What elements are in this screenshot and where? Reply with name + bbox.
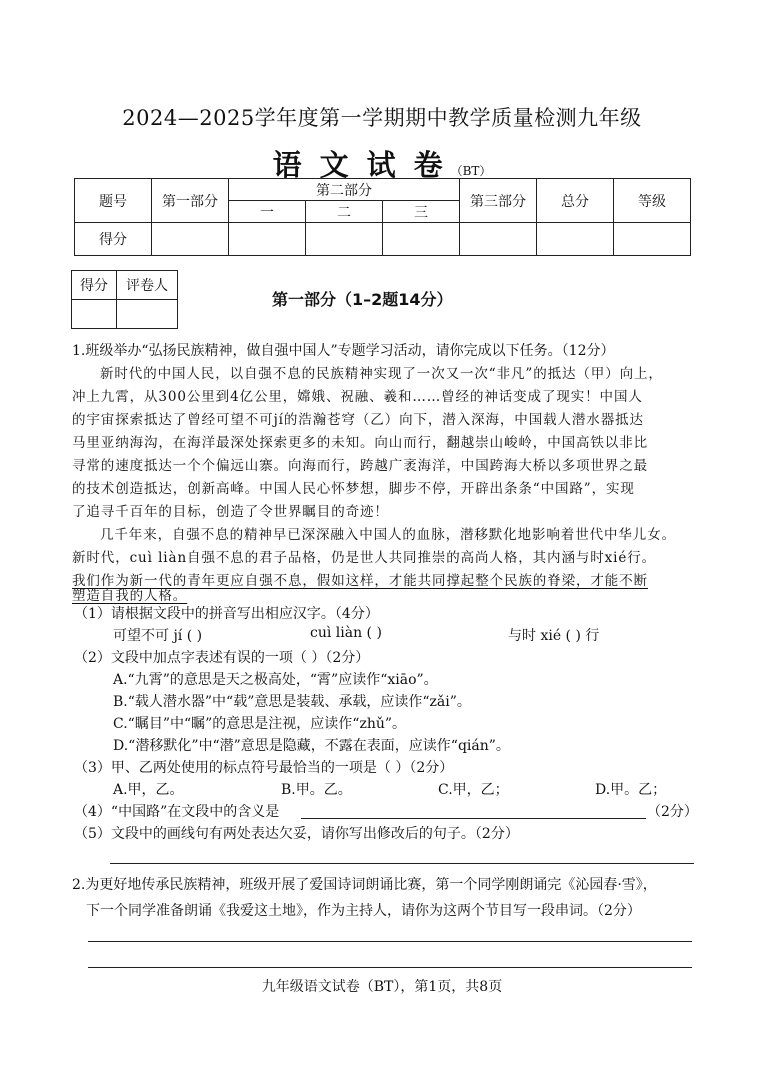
q1-sub4-points: （2分） xyxy=(647,804,698,820)
score-table xyxy=(74,178,691,256)
q1-sub1-stem: （1）请根据文段中的拼音写出相应汉字。（4分） xyxy=(74,606,379,622)
q2-answer-line[interactable] xyxy=(88,967,692,968)
q1-sub2-option-d[interactable]: D.“潜移默化”中“潜”意思是隐藏，不露在表面，应读作“qián”。 xyxy=(113,738,510,754)
passage-line: 的宇宙探索抵达了曾经可望不可jí的浩瀚苍穹（乙）向下，潜入深海，中国载人潜水器抵达 xyxy=(72,412,644,428)
underlined-sentence-line: 塑造自我的人格。 xyxy=(72,588,188,604)
q1-sub3-option-a[interactable]: A.甲，乙。 xyxy=(113,782,184,798)
passage-line: 了追寻千百年的目标，创造了令世界瞩目的奇迹！ xyxy=(72,504,389,520)
score-header-cell: 第一部分 xyxy=(152,179,229,223)
score-header-cell: 总分 xyxy=(537,179,614,223)
passage-line: 的技术创造抵达，创新高峰。中国人民心怀梦想，脚步不停，开辟出条条“中国路”，实现 xyxy=(72,481,635,497)
score-input-cell[interactable] xyxy=(614,223,691,256)
q1-sub2-option-a[interactable]: A.“九霄”的意思是天之极高处，“霄”应读作“xiāo”。 xyxy=(113,672,438,688)
exam-title: 2024—2025学年度第一学期期中教学质量检测九年级 xyxy=(122,106,642,130)
q1-sub4-answer-line[interactable] xyxy=(301,818,646,819)
q1-sub3-option-b[interactable]: B.甲。乙。 xyxy=(281,782,352,798)
passage-line: 寻常的速度抵达一个个偏远山寨。向海而行，跨越广袤海洋，中国跨海大桥以多项世界之最 xyxy=(72,458,648,474)
score-header-cell: 第三部分 xyxy=(460,179,537,223)
score-subheader-cell: 三 xyxy=(383,201,460,223)
score-row-label: 得分 xyxy=(75,223,152,256)
q1-sub1-blank-xie[interactable]: 与时 xié ( ) 行 xyxy=(508,628,600,644)
passage-line: 几千年来，自强不息的精神早已深深融入中国人的血脉，潜移默化地影响着世代中华儿女。 xyxy=(100,527,676,543)
passage-line: 新时代的中国人民，以自强不息的民族精神实现了一次又一次“非凡”的抵达（甲）向上， xyxy=(100,366,663,382)
q1-sub2-stem: （2）文段中加点字表述有误的一项（ ）（2分） xyxy=(74,650,370,666)
q1-sub2-option-b[interactable]: B.“载人潜水器”中“载”意思是装载、承载，应读作“zǎi”。 xyxy=(113,694,471,710)
passage-line: 新时代，cuì liàn自强不息的君子品格，仍是世人共同推崇的高尚人格，其内涵与时xié行。 xyxy=(72,550,657,566)
q1-sub3-option-d[interactable]: D.甲。乙； xyxy=(595,782,667,798)
q2-answer-line[interactable] xyxy=(88,941,692,942)
grader-name-cell[interactable] xyxy=(117,300,178,329)
q1-sub5-answer-line[interactable] xyxy=(110,863,694,864)
q2-stem-line-2: 下一个同学准备朗诵《我爱这土地》，作为主持人，请你为这两个节目写一段串词。（2分） xyxy=(86,903,641,919)
part-one-heading: 第一部分（1–2题14分） xyxy=(272,290,453,309)
score-input-cell[interactable] xyxy=(229,223,306,256)
q1-sub3-stem: （3）甲、乙两处使用的标点符号最恰当的一项是（ ）（2分） xyxy=(74,760,454,776)
q1-sub4-stem: （4）“中国路”在文段中的含义是 xyxy=(74,804,280,820)
score-header-cell: 题号 xyxy=(75,179,152,223)
score-input-cell[interactable] xyxy=(306,223,383,256)
score-input-cell[interactable] xyxy=(537,223,614,256)
page-footer: 九年级语文试卷（BT），第1页，共8页 xyxy=(261,979,503,995)
score-header-cell: 等级 xyxy=(614,179,691,223)
grader-score-label: 得分 xyxy=(72,271,117,300)
score-subheader-cell: 一 xyxy=(229,201,306,223)
grader-score-cell[interactable] xyxy=(72,300,117,329)
passage-line: 冲上九霄，从300公里到4亿公里，嫦娥、祝融、羲和……曾经的神话变成了现实！中国人 xyxy=(72,389,643,405)
passage-line: 马里亚纳海沟，在海洋最深处探索更多的未知。向山而行，翻越崇山峻岭，中国高铁以非比 xyxy=(72,435,648,451)
q2-stem-line-1: 2.为更好地传承民族精神，班级开展了爱国诗词朗诵比赛，第一个同学刚朗诵完《沁园春·雪》， xyxy=(72,877,657,893)
grader-name-label: 评卷人 xyxy=(117,271,178,300)
grader-table xyxy=(71,270,178,329)
score-input-cell[interactable] xyxy=(383,223,460,256)
score-header-cell: 第二部分 xyxy=(229,179,460,201)
score-input-cell[interactable] xyxy=(460,223,537,256)
q1-stem: 1.班级举办“弘扬民族精神，做自强中国人”专题学习活动，请你完成以下任务。（12分） xyxy=(72,343,615,359)
underlined-sentence-line: 我们作为新一代的青年更应自强不息，假如这样，才能共同撑起整个民族的脊梁，才能不断 xyxy=(72,573,648,589)
subtitle-tag: （BT） xyxy=(450,164,492,178)
score-subheader-cell: 二 xyxy=(306,201,383,223)
q1-sub3-option-c[interactable]: C.甲，乙； xyxy=(438,782,509,798)
q1-sub1-blank-cuilian[interactable]: cuì liàn ( ) xyxy=(310,625,382,641)
q1-sub5-stem: （5）文段中的画线句有两处表达欠妥，请你写出修改后的句子。（2分） xyxy=(74,826,519,842)
q1-sub1-blank-ji[interactable]: 可望不可 jí ( ) xyxy=(113,628,203,644)
score-input-cell[interactable] xyxy=(152,223,229,256)
q1-sub2-option-c[interactable]: C.“瞩目”中“瞩”的意思是注视，应读作“zhǔ”。 xyxy=(113,716,407,732)
subtitle-text: 语文试卷 xyxy=(272,148,461,182)
